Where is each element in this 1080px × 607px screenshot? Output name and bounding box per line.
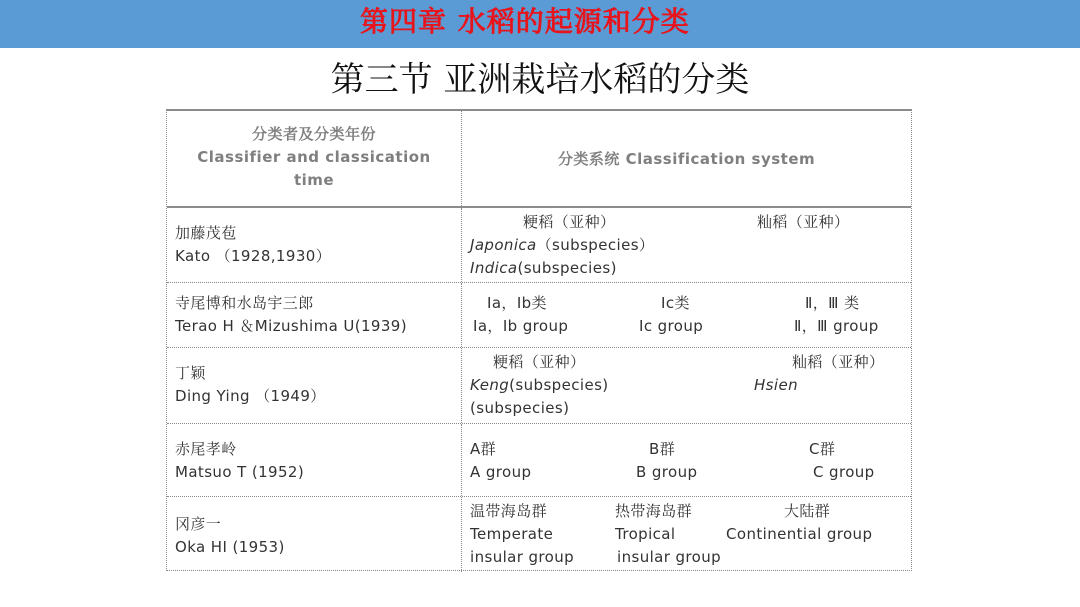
classifier-en: Oka HI (1953) <box>175 538 285 556</box>
group-1c-en: Ⅰc group <box>639 317 704 335</box>
table-row <box>167 496 911 572</box>
tropical-insular-en-2: insular group <box>617 548 722 566</box>
title-banner <box>0 0 1080 48</box>
table-header-row <box>167 111 911 206</box>
classifier-cn: 冈彦一 <box>175 515 222 533</box>
header-classifier-cn: 分类者及分类年份 <box>251 125 376 143</box>
group-b-cn: B群 <box>649 440 676 458</box>
temperate-insular-en-2: insular group <box>470 548 575 566</box>
classifier-en: Kato （1928,1930） <box>175 247 332 265</box>
header-system: 分类系统 Classification system <box>557 150 816 168</box>
system-japonica-en <box>470 234 654 257</box>
system-hsien-cn: 籼稻（亚种） <box>792 353 885 371</box>
header-classifier-en-2: time <box>293 171 335 189</box>
system-japonica-cn: 粳稻（亚种） <box>523 213 616 231</box>
classifier-cn: 寺尾博和水岛宇三郎 <box>175 294 314 312</box>
classifier-cn: 加藤茂苞 <box>175 224 237 242</box>
system-subspecies: (subspecies) <box>470 399 570 417</box>
table-row <box>167 347 911 423</box>
table-row <box>167 206 911 282</box>
group-1c-cn: Ⅰc类 <box>661 294 690 312</box>
temperate-insular-cn: 温带海岛群 <box>470 502 548 520</box>
group-c-en: C group <box>813 463 875 481</box>
keng-suffix: (subspecies) <box>509 376 609 394</box>
indica-term: Indica <box>470 259 518 277</box>
classifier-cn: 丁颖 <box>175 364 206 382</box>
column-divider <box>461 424 462 496</box>
classifier-en: Ding Ying （1949） <box>175 387 326 405</box>
classifier-en: Terao H ＆Mizushima U(1939) <box>175 317 408 335</box>
system-indica-en <box>470 257 617 280</box>
group-a-cn: A群 <box>470 440 497 458</box>
tropical-insular-cn: 热带海岛群 <box>615 502 693 520</box>
group-a-en: A group <box>470 463 532 481</box>
group-2-3-en: Ⅱ，Ⅲ group <box>794 317 879 335</box>
japonica-term: Japonica <box>470 236 537 254</box>
continental-en: Continential group <box>726 525 873 543</box>
table-row <box>167 282 911 347</box>
group-c-cn: C群 <box>809 440 836 458</box>
chapter-title: 第四章 水稻的起源和分类 <box>360 5 690 38</box>
classifier-cn: 赤尾孝岭 <box>175 440 237 458</box>
group-2-3-cn: Ⅱ，Ⅲ 类 <box>805 294 860 312</box>
group-b-en: B group <box>636 463 698 481</box>
tropical-insular-en: Tropical <box>615 525 676 543</box>
keng-term: Keng <box>470 376 510 394</box>
header-classifier <box>167 123 461 192</box>
system-indica-cn: 籼稻（亚种） <box>757 213 850 231</box>
indica-suffix: (subspecies) <box>517 259 617 277</box>
classifier-en: Matsuo T (1952) <box>175 463 305 481</box>
temperate-insular-en: Temperate <box>470 525 554 543</box>
column-divider <box>461 497 462 572</box>
column-divider <box>461 208 462 282</box>
system-keng-cn: 粳稻（亚种） <box>493 353 586 371</box>
system-keng-en <box>470 374 609 397</box>
system-hsien-en: Hsien <box>754 376 798 394</box>
column-divider <box>461 348 462 423</box>
header-classifier-en: Classifier and classication <box>197 148 431 166</box>
continental-cn: 大陆群 <box>784 502 831 520</box>
table-row <box>167 423 911 496</box>
group-1a-en: Ⅰa，Ⅰb group <box>473 317 569 335</box>
classification-table <box>166 109 912 571</box>
group-1a-cn: Ⅰa，Ⅰb类 <box>487 294 547 312</box>
column-divider <box>461 283 462 347</box>
japonica-suffix: （subspecies） <box>536 236 655 254</box>
section-title: 第三节 亚洲栽培水稻的分类 <box>330 60 750 100</box>
